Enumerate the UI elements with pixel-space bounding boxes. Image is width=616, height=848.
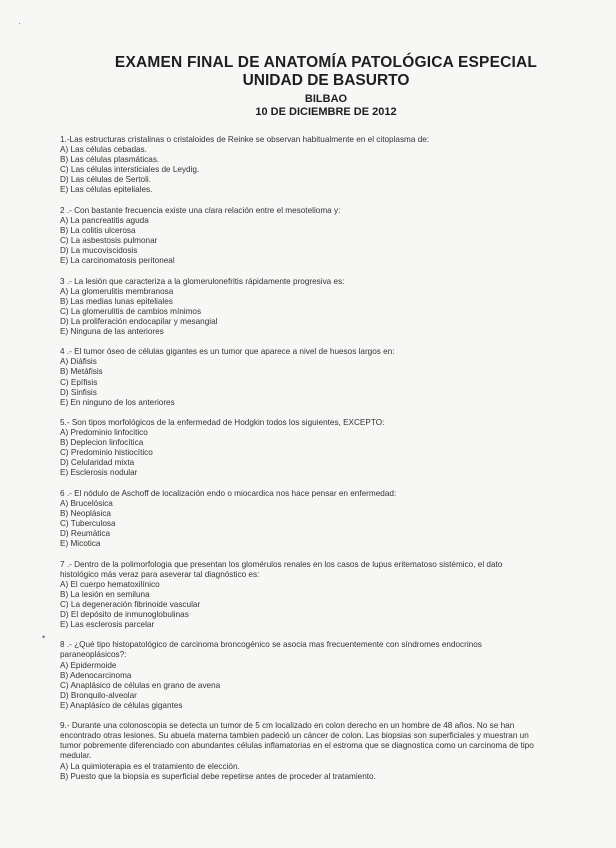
- answer-option: B) Adenocarcinoma: [60, 670, 132, 680]
- answer-option: B) La lesión en semiluna: [60, 589, 150, 599]
- answer-option: B) Deplecion linfocítica: [60, 438, 144, 448]
- answer-option: A) Epidermoide: [60, 660, 117, 670]
- answer-option: A) La quimioterapia es el tratamiento de elección.: [60, 761, 240, 771]
- answer-option: E) En ninguno de los anteriores: [60, 397, 175, 407]
- answer-option: A) El cuerpo hematoxilínico: [60, 579, 160, 589]
- answer-option: D) Las células de Sertoli.: [60, 175, 152, 185]
- answer-option: B) Las células plasmáticas.: [60, 155, 160, 165]
- answer-option: D) Sinfisis: [60, 387, 97, 397]
- question-8: [60, 640, 538, 711]
- scan-mark: ·: [18, 18, 21, 28]
- answer-option: C) Predominio histiocítico: [60, 448, 153, 458]
- answer-option: E) Micotica: [60, 539, 101, 549]
- question-text: 2 .- Con bastante frecuencia existe una clara relación entre el mesotelioma y:: [60, 205, 341, 215]
- question-9: [60, 721, 538, 782]
- answer-option: E) Ninguna de las anteriores: [60, 326, 164, 336]
- question-5: [60, 418, 538, 479]
- exam-city: BILBAO: [304, 93, 348, 105]
- exam-date: 10 DE DICIEMBRE DE 2012: [255, 106, 397, 118]
- question-list: [60, 135, 538, 792]
- answer-option: A) Diáfisis: [60, 357, 97, 367]
- answer-option: C) La degeneración fibrinoide vascular: [60, 599, 201, 609]
- answer-option: E) Esclerosis nodular: [60, 468, 138, 478]
- exam-title: EXAMEN FINAL DE ANATOMÍA PATOLÓGICA ESPECIAL: [114, 54, 538, 71]
- question-text: 6 .- El nódulo de Aschoff de localización endo o miocardica nos hace pensar en enfermedad:: [60, 488, 397, 498]
- scan-mark: •: [42, 632, 46, 642]
- answer-option: D) La proliferación endocapilar y mesangial: [60, 316, 218, 326]
- answer-option: B) Puesto que la biopsia es superficial debe repetirse antes de proceder al tratamiento.: [60, 771, 376, 781]
- question-text: 3 .- La lesión que caracteriza a la glomerulonefritis rápidamente progresiva es:: [60, 276, 345, 286]
- answer-option: A) La pancreatitis aguda: [60, 215, 149, 225]
- question-text: 7 .- Dentro de la polimorfologia que presentan los glomérulos renales en los casos de lupus eritematoso sistémico, el dato histológico más veraz para aseverar tal diagnóstico es:: [60, 559, 503, 579]
- question-text: 1.-Las estructuras cristalinas o cristaloides de Reinke se observan habitualmente en el citoplasma de:: [60, 135, 430, 144]
- answer-option: B) La colitis ulcerosa: [60, 225, 136, 235]
- exam-header: [0, 54, 616, 119]
- question-6: [60, 489, 538, 550]
- answer-option: C) Tuberculosa: [60, 519, 116, 529]
- question-7: [60, 560, 538, 631]
- answer-option: C) La asbestosis pulmonar: [60, 236, 158, 246]
- question-text: 5.- Son tipos morfológicos de la enfermedad de Hodgkin todos los siguientes, EXCEPTO:: [60, 418, 385, 427]
- answer-option: C) Epífisis: [60, 377, 98, 387]
- answer-option: A) Predominio linfocitico: [60, 428, 148, 438]
- answer-option: A) Las células cebadas.: [60, 145, 147, 155]
- answer-option: D) Bronquilo-alveolar: [60, 690, 137, 700]
- answer-option: B) Las medias lunas epiteliales: [60, 296, 173, 306]
- answer-option: E) La carcinomatosis peritoneal: [60, 256, 175, 266]
- answer-option: B) Neoplásica: [60, 508, 111, 518]
- answer-option: C) La glomerulitis de cambios mínimos: [60, 306, 202, 316]
- answer-option: A) Brucelósica: [60, 498, 113, 508]
- answer-option: E) Anaplásico de células gigantes: [60, 700, 183, 710]
- answer-option: A) La glomerulitis membranosa: [60, 286, 174, 296]
- answer-option: D) Celularidad mixta: [60, 458, 135, 468]
- answer-option: D) El depósito de inmunoglobulinas: [60, 609, 189, 619]
- answer-option: B) Metáfisis: [60, 367, 103, 377]
- answer-option: E) Las células epiteliales.: [60, 185, 153, 195]
- answer-option: C) Anaplásico de células en grano de avena: [60, 680, 221, 690]
- question-2: [60, 206, 538, 267]
- exam-unit: UNIDAD DE BASURTO: [242, 72, 410, 89]
- question-4: [60, 347, 538, 408]
- answer-option: E) Las esclerosis parcelar: [60, 620, 155, 630]
- question-text: 8 .- ¿Qué tipo histopatológico de carcinoma broncogénico se asocia mas frecuentemente con síndromes endocrinos paraneoplásicos?:: [60, 640, 482, 660]
- question-3: [60, 277, 538, 338]
- answer-option: D) Reumática: [60, 529, 111, 539]
- question-1: [60, 135, 538, 196]
- answer-option: C) Las células intersticiales de Leydig.: [60, 165, 200, 175]
- answer-option: D) La mucoviscidosis: [60, 246, 138, 256]
- question-text: 9.- Durante una colonoscopia se detecta un tumor de 5 cm localizado en colon derecho en un hombre de 48 años. No se han encontrado otras lesiones. Su abuela materna tambien padeció un cáncer de colon. Las biopsias son superficiales y muestran un tumor pobremente diferenciado con abundantes células inflamatorias en el estroma que se diagnostica como un carcinoma de tipo medular.: [60, 721, 534, 761]
- question-text: 4 .- El tumor óseo de células gigantes es un tumor que aparece a nivel de huesos largos en:: [60, 347, 395, 357]
